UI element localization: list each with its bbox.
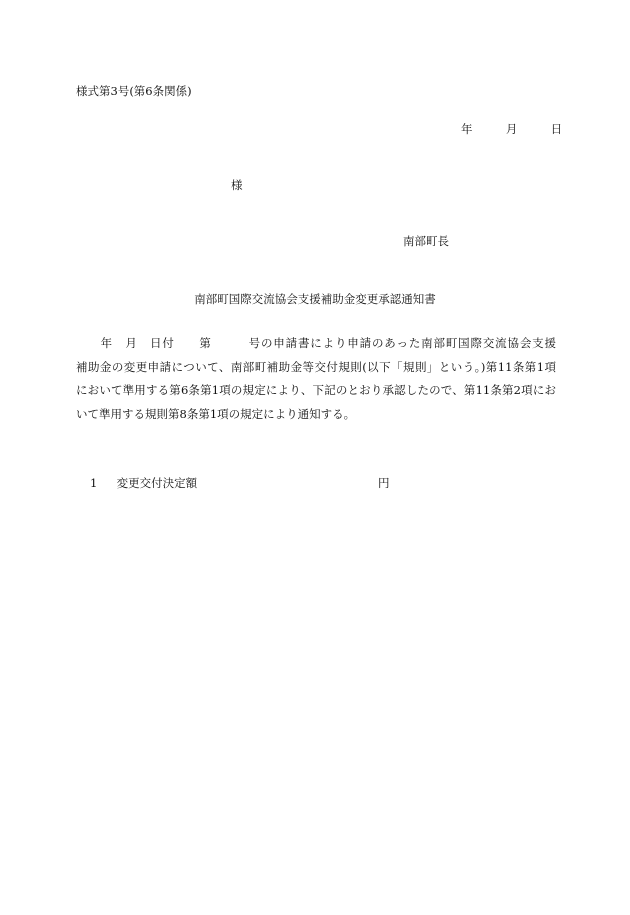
body-line-1: 年 月 日付 第 号の申請書により申請のあった南部町国際交流協会支援: [76, 336, 556, 350]
issuer-name: 南部町長: [403, 234, 449, 248]
document-title: 南部町国際交流協会支援補助金変更承認通知書: [194, 292, 436, 306]
form-number: 様式第3号(第6条関係): [76, 84, 192, 98]
date-line: [461, 124, 562, 136]
item-number: 1: [90, 476, 98, 490]
item-row: [90, 478, 197, 490]
item-label: 変更交付決定額: [116, 476, 198, 490]
item-unit: 円: [378, 476, 390, 490]
body-line-3: において準用する第6条第1項の規定により、下記のとおり承認したので、第11条第2項にお: [76, 383, 556, 397]
body-paragraph: [76, 332, 556, 426]
addressee-suffix: 様: [231, 178, 243, 192]
date-day: 日: [550, 122, 563, 136]
date-month: 月: [505, 122, 518, 136]
body-line-2: 補助金の変更申請について、南部町補助金等交付規則(以下「規則」という。)第11条第1項: [76, 359, 556, 374]
body-line-4: いて準用する規則第8条第1項の規定により通知する。: [76, 406, 356, 421]
date-year: 年: [461, 122, 473, 136]
